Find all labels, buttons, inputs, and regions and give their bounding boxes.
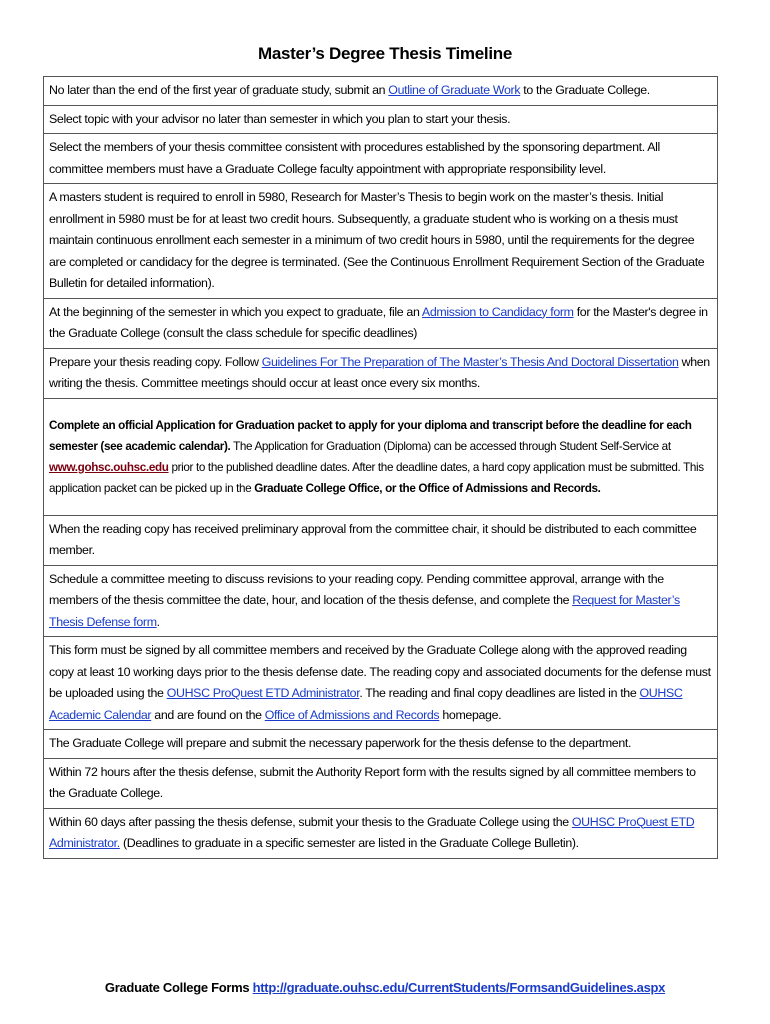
step-text: Within 60 days after passing the thesis defense, submit your thesis to the Graduate College using the bbox=[49, 814, 572, 829]
timeline-step bbox=[44, 77, 717, 106]
thesis-guidelines-link[interactable]: Guidelines For The Preparation of The Master’s Thesis And Doctoral Dissertation bbox=[261, 354, 679, 369]
step-text: homepage. bbox=[439, 707, 502, 722]
step-text: and are found on the bbox=[151, 707, 265, 722]
outline-of-graduate-work-link[interactable]: Outline of Graduate Work bbox=[388, 83, 521, 97]
admissions-records-link[interactable]: Office of Admissions and Records bbox=[264, 707, 440, 722]
step-text: when writing the thesis. Committee meetings should occur at least once every six months. bbox=[49, 354, 710, 390]
step-bold-text: Complete an official Application for Graduation packet to apply for your diploma and transcript before the deadline for each semester (see academic calendar). bbox=[49, 418, 692, 453]
footer bbox=[0, 980, 770, 995]
step-text: This form must be signed by all committee members and received by the Graduate College along with the approved reading copy at least 10 working days prior to the thesis defense date. The reading copy and associated documents for the defense must be uploaded using the bbox=[49, 643, 711, 700]
step-text: The Graduate College will prepare and submit the necessary paperwork for the thesis defense to the department. bbox=[49, 736, 632, 750]
step-text: (Deadlines to graduate in a specific semester are listed in the Graduate College Bulletin). bbox=[119, 836, 579, 850]
step-text: Prepare your thesis reading copy. Follow bbox=[49, 354, 262, 369]
timeline-step bbox=[44, 134, 717, 184]
step-text: At the beginning of the semester in which you expect to graduate, file an bbox=[49, 304, 422, 319]
forms-url-link[interactable]: http://graduate.ouhsc.edu/CurrentStudents/FormsandGuidelines.aspx bbox=[252, 980, 666, 995]
timeline-step bbox=[44, 184, 717, 299]
self-service-link[interactable]: www.gohsc.ouhsc.edu bbox=[49, 460, 169, 474]
proquest-etd-link[interactable]: OUHSC ProQuest ETD Administrator. bbox=[49, 814, 695, 850]
step-text: Select topic with your advisor no later than semester in which you plan to start your thesis. bbox=[49, 111, 511, 126]
step-bold-text: Graduate College Office, or the Office of Admissions and Records. bbox=[254, 481, 601, 495]
step-text: The Application for Graduation (Diploma) can be accessed through Student Self-Service at bbox=[230, 439, 671, 453]
step-text: for the Master's degree in the Graduate College (consult the class schedule for specific deadlines) bbox=[49, 304, 708, 340]
timeline-step bbox=[44, 106, 717, 135]
step-text: Select the members of your thesis committee consistent with procedures established by the sponsoring department. All committee members must have a Graduate College faculty appointment with appropriate responsibility level. bbox=[49, 140, 660, 176]
timeline-step bbox=[44, 399, 717, 516]
step-text: No later than the end of the first year of graduate study, submit an bbox=[49, 83, 389, 97]
timeline-step bbox=[44, 730, 717, 759]
academic-calendar-link[interactable]: OUHSC Academic Calendar bbox=[49, 686, 683, 722]
step-text: . bbox=[156, 614, 160, 629]
timeline-step bbox=[44, 637, 717, 730]
admission-to-candidacy-link[interactable]: Admission to Candidacy form bbox=[421, 304, 574, 319]
timeline-step bbox=[44, 566, 717, 638]
step-text: . The reading and final copy deadlines are listed in the bbox=[359, 686, 640, 700]
step-text: A masters student is required to enroll in 5980, Research for Master’s Thesis to begin work on the master’s thesis. Initial enrollment in 5980 must be for at least two credit hours. Subsequently, a graduate student who is working on a thesis must maintain continuous enrollment each semester in a minimum of two credit hours in 5980, until the requirements for the degree are completed or candidacy for the degree is terminated. (See the Continuous Enrollment Requirement Section of the Graduate Bulletin for detailed information). bbox=[49, 190, 705, 290]
step-text: When the reading copy has received preliminary approval from the committee chair, it should be distributed to each committee member. bbox=[49, 521, 697, 557]
timeline-table bbox=[43, 76, 718, 859]
thesis-defense-request-link[interactable]: Request for Master’s Thesis Defense form bbox=[49, 593, 680, 629]
step-text: Within 72 hours after the thesis defense, submit the Authority Report form with the results signed by all committee members to the Graduate College. bbox=[49, 764, 696, 800]
step-text: prior to the published deadline dates. After the deadline dates, a hard copy application must be submitted. This application packet can be picked up in the bbox=[49, 460, 704, 495]
page-title: Master’s Degree Thesis Timeline bbox=[257, 44, 512, 63]
footer-label: Graduate College Forms bbox=[104, 980, 253, 995]
timeline-step bbox=[44, 516, 717, 566]
timeline-step bbox=[44, 299, 717, 349]
proquest-etd-link[interactable]: OUHSC ProQuest ETD Administrator bbox=[166, 686, 360, 700]
timeline-step bbox=[44, 759, 717, 809]
step-text: to the Graduate College. bbox=[520, 83, 650, 97]
timeline-step bbox=[44, 809, 717, 858]
timeline-step bbox=[44, 349, 717, 399]
step-text: Schedule a committee meeting to discuss revisions to your reading copy. Pending committee approval, arrange with the members of the thesis committee the date, hour, and location of the thesis defense, and complete the bbox=[49, 571, 664, 607]
